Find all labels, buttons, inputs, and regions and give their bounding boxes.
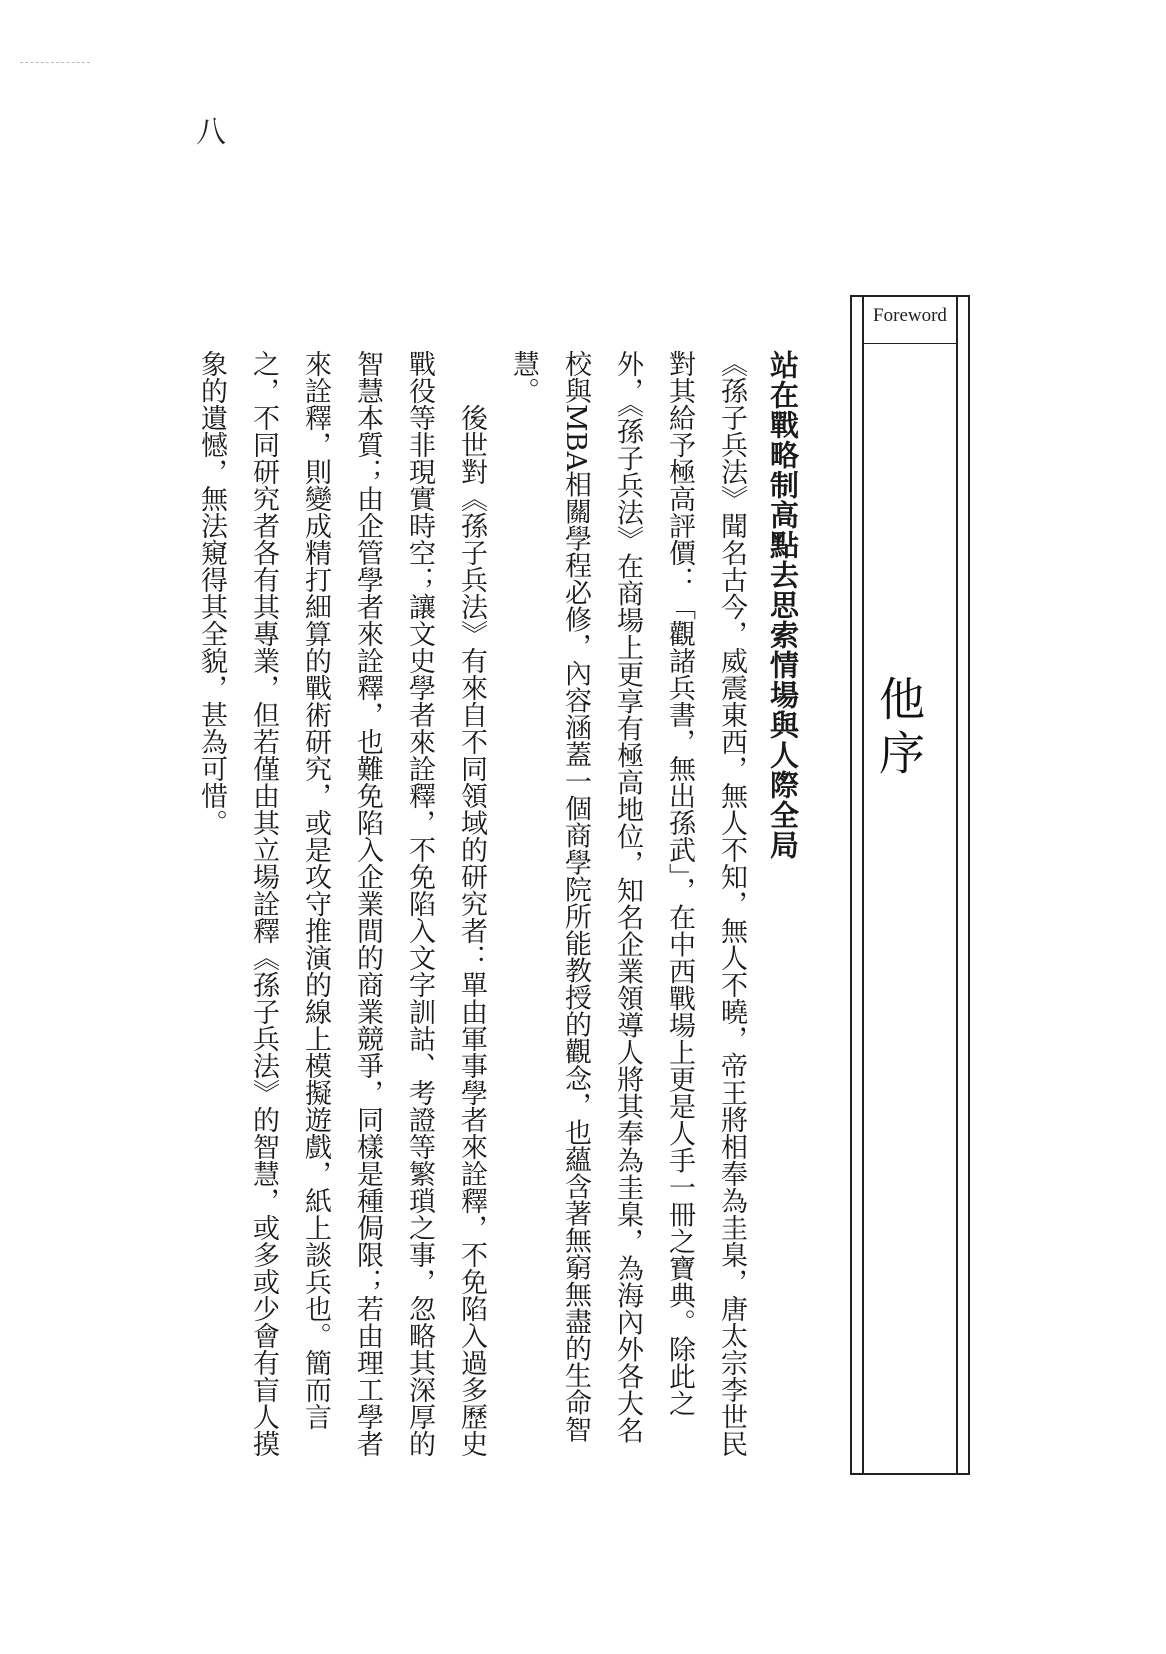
- panel-border-bottom: [850, 1473, 970, 1475]
- article-heading: 站在戰略制高點去思索情場與人際全局: [766, 350, 800, 860]
- panel-border-top: [850, 295, 970, 297]
- scan-specks: [20, 62, 90, 65]
- section-title: 他序: [872, 675, 926, 783]
- title-panel: [850, 295, 985, 1475]
- panel-label: Foreword: [873, 305, 947, 326]
- panel-border-inner-right: [956, 295, 958, 1475]
- panel-border-inner-left: [862, 295, 864, 1475]
- article-paragraph-1: 《孫子兵法》聞名古今，威震東西，無人不知，無人不曉，帝王將相奉為圭臬，唐太宗李世民對其給予極高評價：「觀諸兵書，無出孫武」，在中西戰場上更是人手一冊之寶典。除此之外，《孫子兵法》在商場上更享有極高地位，知名企業領導人將其奉為圭臬，為海內外各大名校與MBA相關學程必修，內容涵蓋一個商學院所能教授的觀念，也蘊含著無窮無盡的生命智慧。: [508, 350, 747, 1457]
- panel-border-outer-right: [968, 295, 970, 1475]
- article-paragraph-2: 後世對《孫子兵法》有來自不同領域的研究者：單由軍事學者來詮釋，不免陷入過多歷史戰役等非現實時空；讓文史學者來詮釋，不免陷入文字訓詁、考證等繁瑣之事，忽略其深厚的智慧本質；由企管學者來詮釋，也難免陷入企業間的商業競爭，同樣是種侷限；若由理工學者來詮釋，則變成精打細算的戰術研究，或是攻守推演的線上模擬遊戲，紙上談兵也。簡而言之，不同研究者各有其專業，但若僅由其立場詮釋《孫子兵法》的智慧，或多或少會有盲人摸象的遺憾，無法窺得其全貌，甚為可惜。: [196, 350, 487, 1457]
- panel-label-divider: [862, 343, 958, 344]
- panel-border-outer-left: [850, 295, 852, 1475]
- page-number: 八: [196, 115, 226, 150]
- article-body: [185, 350, 809, 1460]
